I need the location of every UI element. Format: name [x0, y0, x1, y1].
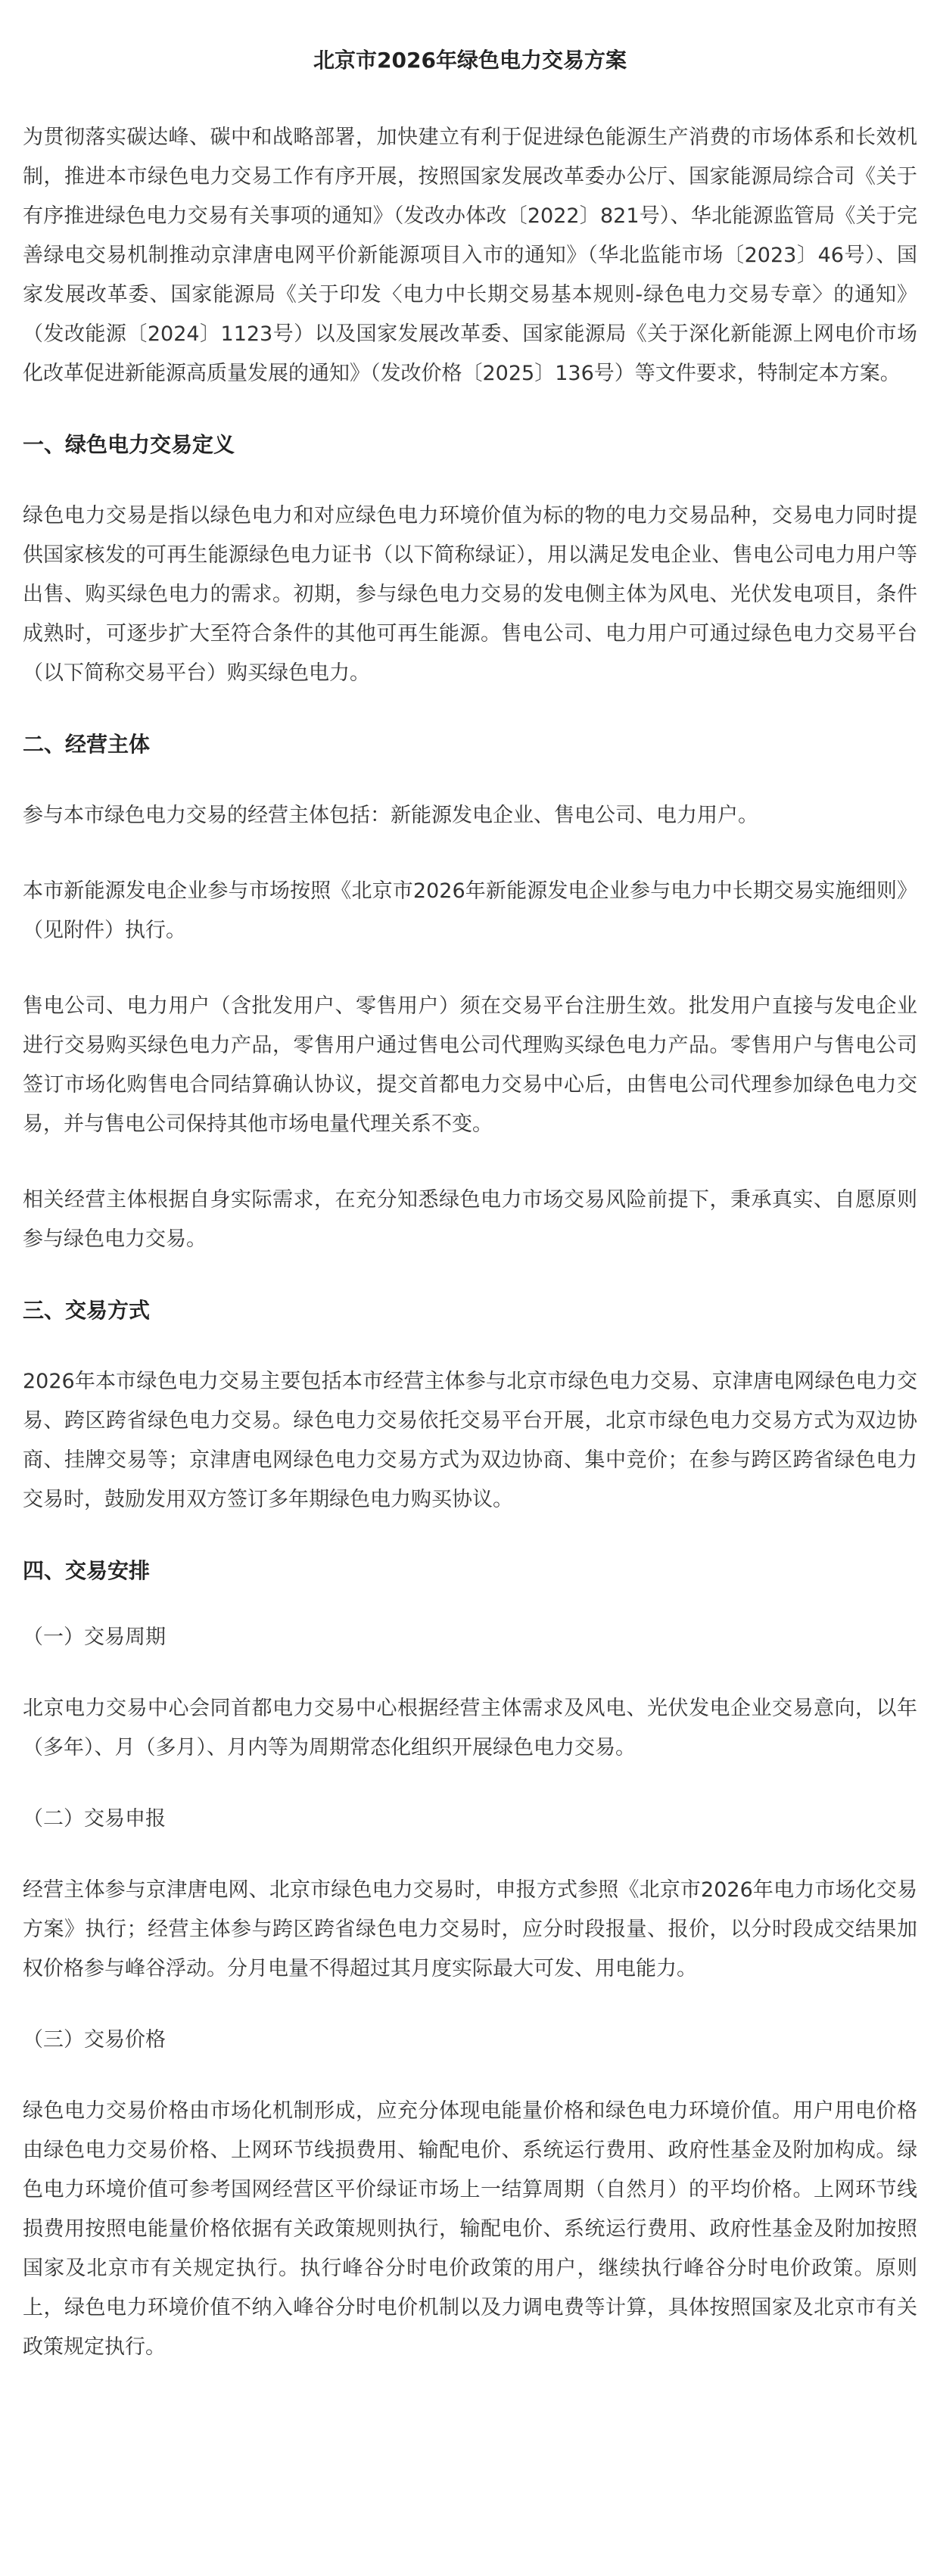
entities-paragraph-1: 参与本市绿色电力交易的经营主体包括：新能源发电企业、售电公司、电力用户。: [23, 804, 758, 827]
trading-declaration-paragraph: 经营主体参与京津唐电网、北京市绿色电力交易时，申报方式参照《北京市2026年电力市场化交易方案》执行；经营主体参与跨区跨省绿色电力交易时，应分时段报量、报价，以分时段成交结果加权价格参与峰谷浮动。分月电量不得超过其月度实际最大可发、用电能力。: [23, 1878, 917, 1980]
section-heading-entities: 二、经营主体: [23, 732, 151, 757]
entities-paragraph-2: 本市新能源发电企业参与市场按照《北京市2026年新能源发电企业参与电力中长期交易实施细则》（见附件）执行。: [23, 879, 917, 942]
section-heading-trading-arrangements: 四、交易安排: [23, 1558, 151, 1583]
subheading-trading-price: （三）交易价格: [23, 2028, 166, 2052]
entities-paragraph-4: 相关经营主体根据自身实际需求，在充分知悉绿色电力市场交易风险前提下，秉承真实、自愿原则参与绿色电力交易。: [23, 1188, 917, 1251]
trading-price-paragraph: 绿色电力交易价格由市场化机制形成，应充分体现电能量价格和绿色电力环境价值。用户用电价格由绿色电力交易价格、上网环节线损费用、输配电价、系统运行费用、政府性基金及附加构成。绿色电力环境价值可参考国网经营区平价绿证市场上一结算周期（自然月）的平均价格。上网环节线损费用按照电能量价格依据有关政策规则执行，输配电价、系统运行费用、政府性基金及附加按照国家及北京市有关规定执行。执行峰谷分时电价政策的用户，继续执行峰谷分时电价政策。原则上，绿色电力环境价值不纳入峰谷分时电价机制以及力调电费等计算，具体按照国家及北京市有关政策规定执行。: [23, 2099, 917, 2359]
subheading-trading-cycle: （一）交易周期: [23, 1626, 166, 1649]
subheading-trading-declaration: （二）交易申报: [23, 1807, 166, 1831]
definition-paragraph: 绿色电力交易是指以绿色电力和对应绿色电力环境价值为标的物的电力交易品种，交易电力同时提供国家核发的可再生能源绿色电力证书（以下简称绿证），用以满足发电企业、售电公司电力用户等出售、购买绿色电力的需求。初期，参与绿色电力交易的发电侧主体为风电、光伏发电项目，条件成熟时，可逐步扩大至符合条件的其他可再生能源。售电公司、电力用户可通过绿色电力交易平台（以下简称交易平台）购买绿色电力。: [23, 504, 917, 685]
section-heading-definition: 一、绿色电力交易定义: [23, 432, 235, 457]
trading-methods-paragraph: 2026年本市绿色电力交易主要包括本市经营主体参与北京市绿色电力交易、京津唐电网绿色电力交易、跨区跨省绿色电力交易。绿色电力交易依托交易平台开展，北京市绿色电力交易方式为双边协商、挂牌交易等；京津唐电网绿色电力交易方式为双边协商、集中竞价；在参与跨区跨省绿色电力交易时，鼓励发用双方签订多年期绿色电力购买协议。: [23, 1370, 917, 1511]
entities-paragraph-3: 售电公司、电力用户（含批发用户、零售用户）须在交易平台注册生效。批发用户直接与发电企业进行交易购买绿色电力产品，零售用户通过售电公司代理购买绿色电力产品。零售用户与售电公司签订市场化购售电合同结算确认协议，提交首都电力交易中心后，由售电公司代理参加绿色电力交易，并与售电公司保持其他市场电量代理关系不变。: [23, 994, 917, 1136]
section-heading-trading-methods: 三、交易方式: [23, 1298, 151, 1323]
intro-paragraph: 为贯彻落实碳达峰、碳中和战略部署，加快建立有利于促进绿色能源生产消费的市场体系和长效机制，推进本市绿色电力交易工作有序开展，按照国家发展改革委办公厅、国家能源局综合司《关于有序推进绿色电力交易有关事项的通知》（发改办体改〔2022〕821号）、华北能源监管局《关于完善绿电交易机制推动京津唐电网平价新能源项目入市的通知》（华北监能市场〔2023〕46号）、国家发展改革委、国家能源局《关于印发〈电力中长期交易基本规则-绿色电力交易专章〉的通知》（发改能源〔2024〕1123号）以及国家发展改革委、国家能源局《关于深化新能源上网电价市场化改革促进新能源高质量发展的通知》（发改价格〔2025〕136号）等文件要求，特制定本方案。: [23, 126, 917, 385]
trading-cycle-paragraph: 北京电力交易中心会同首都电力交易中心根据经营主体需求及风电、光伏发电企业交易意向，以年（多年）、月（多月）、月内等为周期常态化组织开展绿色电力交易。: [23, 1697, 917, 1759]
document-title: 北京市2026年绿色电力交易方案: [313, 48, 627, 73]
